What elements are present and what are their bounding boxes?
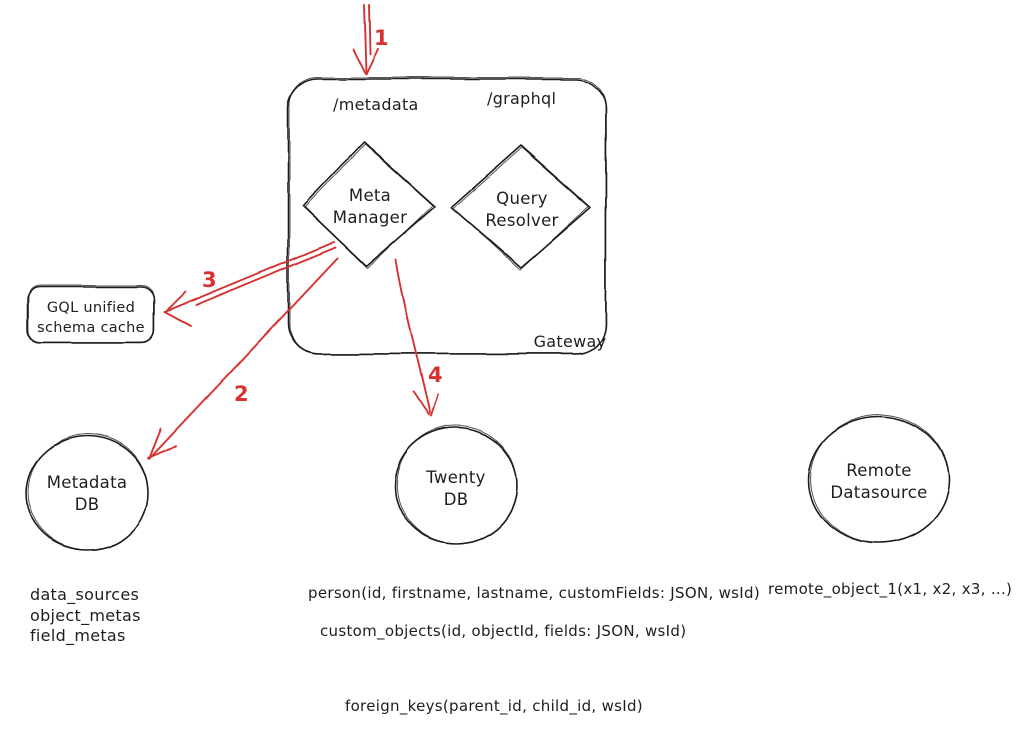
meta-manager-diamond-sketch-stroke bbox=[305, 144, 433, 268]
remote-object-schema-text: remote_object_1(x1, x2, x3, ...) bbox=[768, 580, 1013, 598]
schema-cache-label-line1: GQL unified bbox=[46, 300, 136, 316]
remote-datasource-label-line2: Datasource bbox=[830, 483, 928, 502]
gateway-route-metadata-label: /metadata bbox=[333, 95, 419, 114]
gateway-route-graphql-label: /graphql bbox=[487, 89, 557, 108]
metadata-db-label-line1: Metadata bbox=[46, 473, 128, 492]
metadata-db-label-line2: DB bbox=[74, 495, 100, 514]
twenty-db-label-line1: Twenty bbox=[426, 468, 486, 487]
flow-step-3-label: 3 bbox=[202, 268, 217, 292]
metadata-tables-line3: field_metas bbox=[30, 626, 126, 645]
remote-datasource-label-line1: Remote bbox=[846, 461, 912, 480]
twenty-db-label-line2: DB bbox=[443, 490, 469, 509]
flow-arrow-3 bbox=[164, 242, 336, 326]
person-schema-text: person(id, firstname, lastname, customFields: JSON, wsId) bbox=[308, 584, 760, 602]
flow-step-1-label: 1 bbox=[374, 26, 389, 50]
foreign-keys-schema-text: foreign_keys(parent_id, child_id, wsId) bbox=[345, 697, 643, 715]
schema-cache-label-line2: schema cache bbox=[37, 320, 145, 336]
meta-manager-label-line1: Meta bbox=[348, 186, 392, 205]
metadata-tables-line1: data_sources bbox=[30, 585, 140, 604]
meta-manager-label-line2: Manager bbox=[332, 208, 408, 227]
query-resolver-diamond-sketch-stroke bbox=[453, 147, 589, 270]
custom-objects-schema-text: custom_objects(id, objectId, fields: JSON, wsId) bbox=[320, 622, 687, 640]
metadata-db-circle-sketch-stroke bbox=[25, 431, 151, 553]
flow-arrow-4 bbox=[396, 259, 438, 417]
flow-arrow-2 bbox=[148, 258, 338, 459]
flow-step-2-label: 2 bbox=[234, 382, 249, 406]
query-resolver-label-line1: Query bbox=[496, 189, 548, 208]
query-resolver-label-line2: Resolver bbox=[485, 211, 559, 230]
metadata-tables-line2: object_metas bbox=[30, 606, 141, 625]
metadata-db-circle bbox=[26, 436, 148, 550]
gateway-label: Gateway bbox=[533, 332, 607, 351]
flow-step-4-label: 4 bbox=[428, 363, 443, 387]
remote-datasource-circle bbox=[809, 417, 949, 543]
